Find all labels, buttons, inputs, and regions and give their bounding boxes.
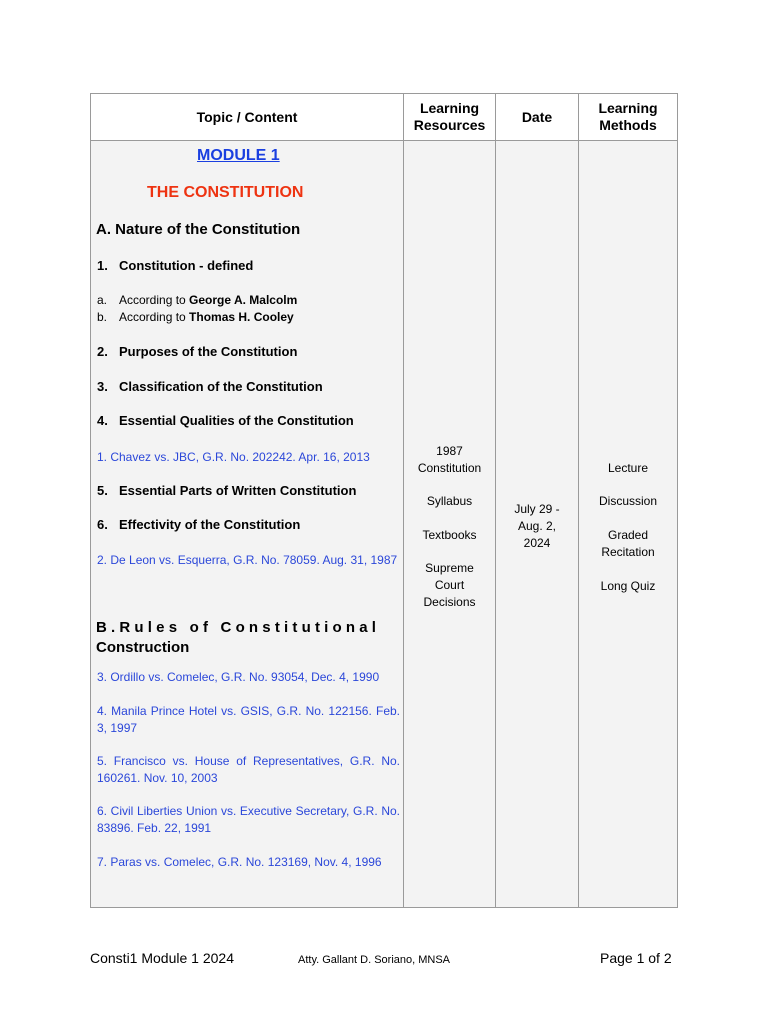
- date-range: July 29 - Aug. 2, 2024: [514, 502, 560, 550]
- outline-item-2: 2. Purposes of the Constitution: [97, 344, 298, 359]
- outline-item-4: 4. Essential Qualities of the Constitution: [97, 413, 354, 428]
- case-citation-3: 3. Ordillo vs. Comelec, G.R. No. 93054, Dec. 4, 1990: [97, 670, 380, 684]
- resource-1987-constitution: 1987 Constitution: [417, 444, 482, 475]
- outline-item-3: 3. Classification of the Constitution: [97, 379, 323, 394]
- case-citation-2: 2. De Leon vs. Esquerra, G.R. No. 78059. Aug. 31, 1987: [97, 553, 398, 567]
- method-discussion: Discussion: [598, 494, 658, 508]
- constitution-title: THE CONSTITUTION: [147, 184, 304, 201]
- header-topic: [91, 94, 403, 140]
- header-date: [496, 94, 578, 140]
- header-topic-label: Topic / Content: [196, 108, 298, 125]
- resource-syllabus: Syllabus: [426, 494, 473, 508]
- section-b-heading-line1: B.Rules of Constitutional: [96, 619, 381, 636]
- outline-item-1: 1. Constitution - defined: [97, 258, 254, 273]
- resource-textbooks: Textbooks: [422, 528, 477, 542]
- case-citation-1: 1. Chavez vs. JBC, G.R. No. 202242. Apr. 16, 2013: [97, 450, 370, 464]
- header-methods: [579, 94, 677, 140]
- outline-item-6: 6. Effectivity of the Constitution: [97, 517, 301, 532]
- footer-document-title: Consti1 Module 1 2024: [90, 950, 234, 966]
- resource-supreme-court-decisions: Supreme Court Decisions: [423, 561, 476, 609]
- header-resources-line1: Learning: [419, 100, 480, 116]
- header-methods-line1: Learning: [598, 100, 658, 116]
- method-long-quiz: Long Quiz: [600, 579, 656, 593]
- case-citation-4: 4. Manila Prince Hotel vs. GSIS, G.R. No. 122156. Feb. 3, 1997: [97, 704, 400, 735]
- sub-item-a: a. According to George A. Malcolm: [97, 293, 298, 307]
- method-lecture: Lecture: [607, 461, 649, 475]
- header-resources: [404, 94, 495, 140]
- header-methods-line2: Methods: [599, 117, 657, 133]
- header-resources-line2: Resources: [413, 117, 486, 133]
- outline-item-5: 5. Essential Parts of Written Constitution: [97, 483, 357, 498]
- method-graded-recitation: Graded Recitation: [601, 528, 655, 559]
- syllabus-table: [90, 93, 678, 908]
- header-date-label: Date: [521, 108, 553, 125]
- case-citation-5: 5. Francisco vs. House of Representatives, G.R. No. 160261. Nov. 10, 2003: [97, 754, 400, 785]
- case-citation-7: 7. Paras vs. Comelec, G.R. No. 123169, Nov. 4, 1996: [97, 855, 382, 869]
- section-a-heading: A. Nature of the Constitution: [96, 221, 301, 238]
- module-title: MODULE 1: [197, 147, 280, 164]
- section-b-heading-line2: Construction: [96, 639, 190, 656]
- case-citation-6: 6. Civil Liberties Union vs. Executive Secretary, G.R. No. 83896. Feb. 22, 1991: [97, 804, 400, 835]
- footer-author: Atty. Gallant D. Soriano, MNSA: [298, 954, 451, 966]
- sub-item-b: b. According to Thomas H. Cooley: [97, 310, 294, 324]
- footer-page-number: Page 1 of 2: [600, 950, 672, 966]
